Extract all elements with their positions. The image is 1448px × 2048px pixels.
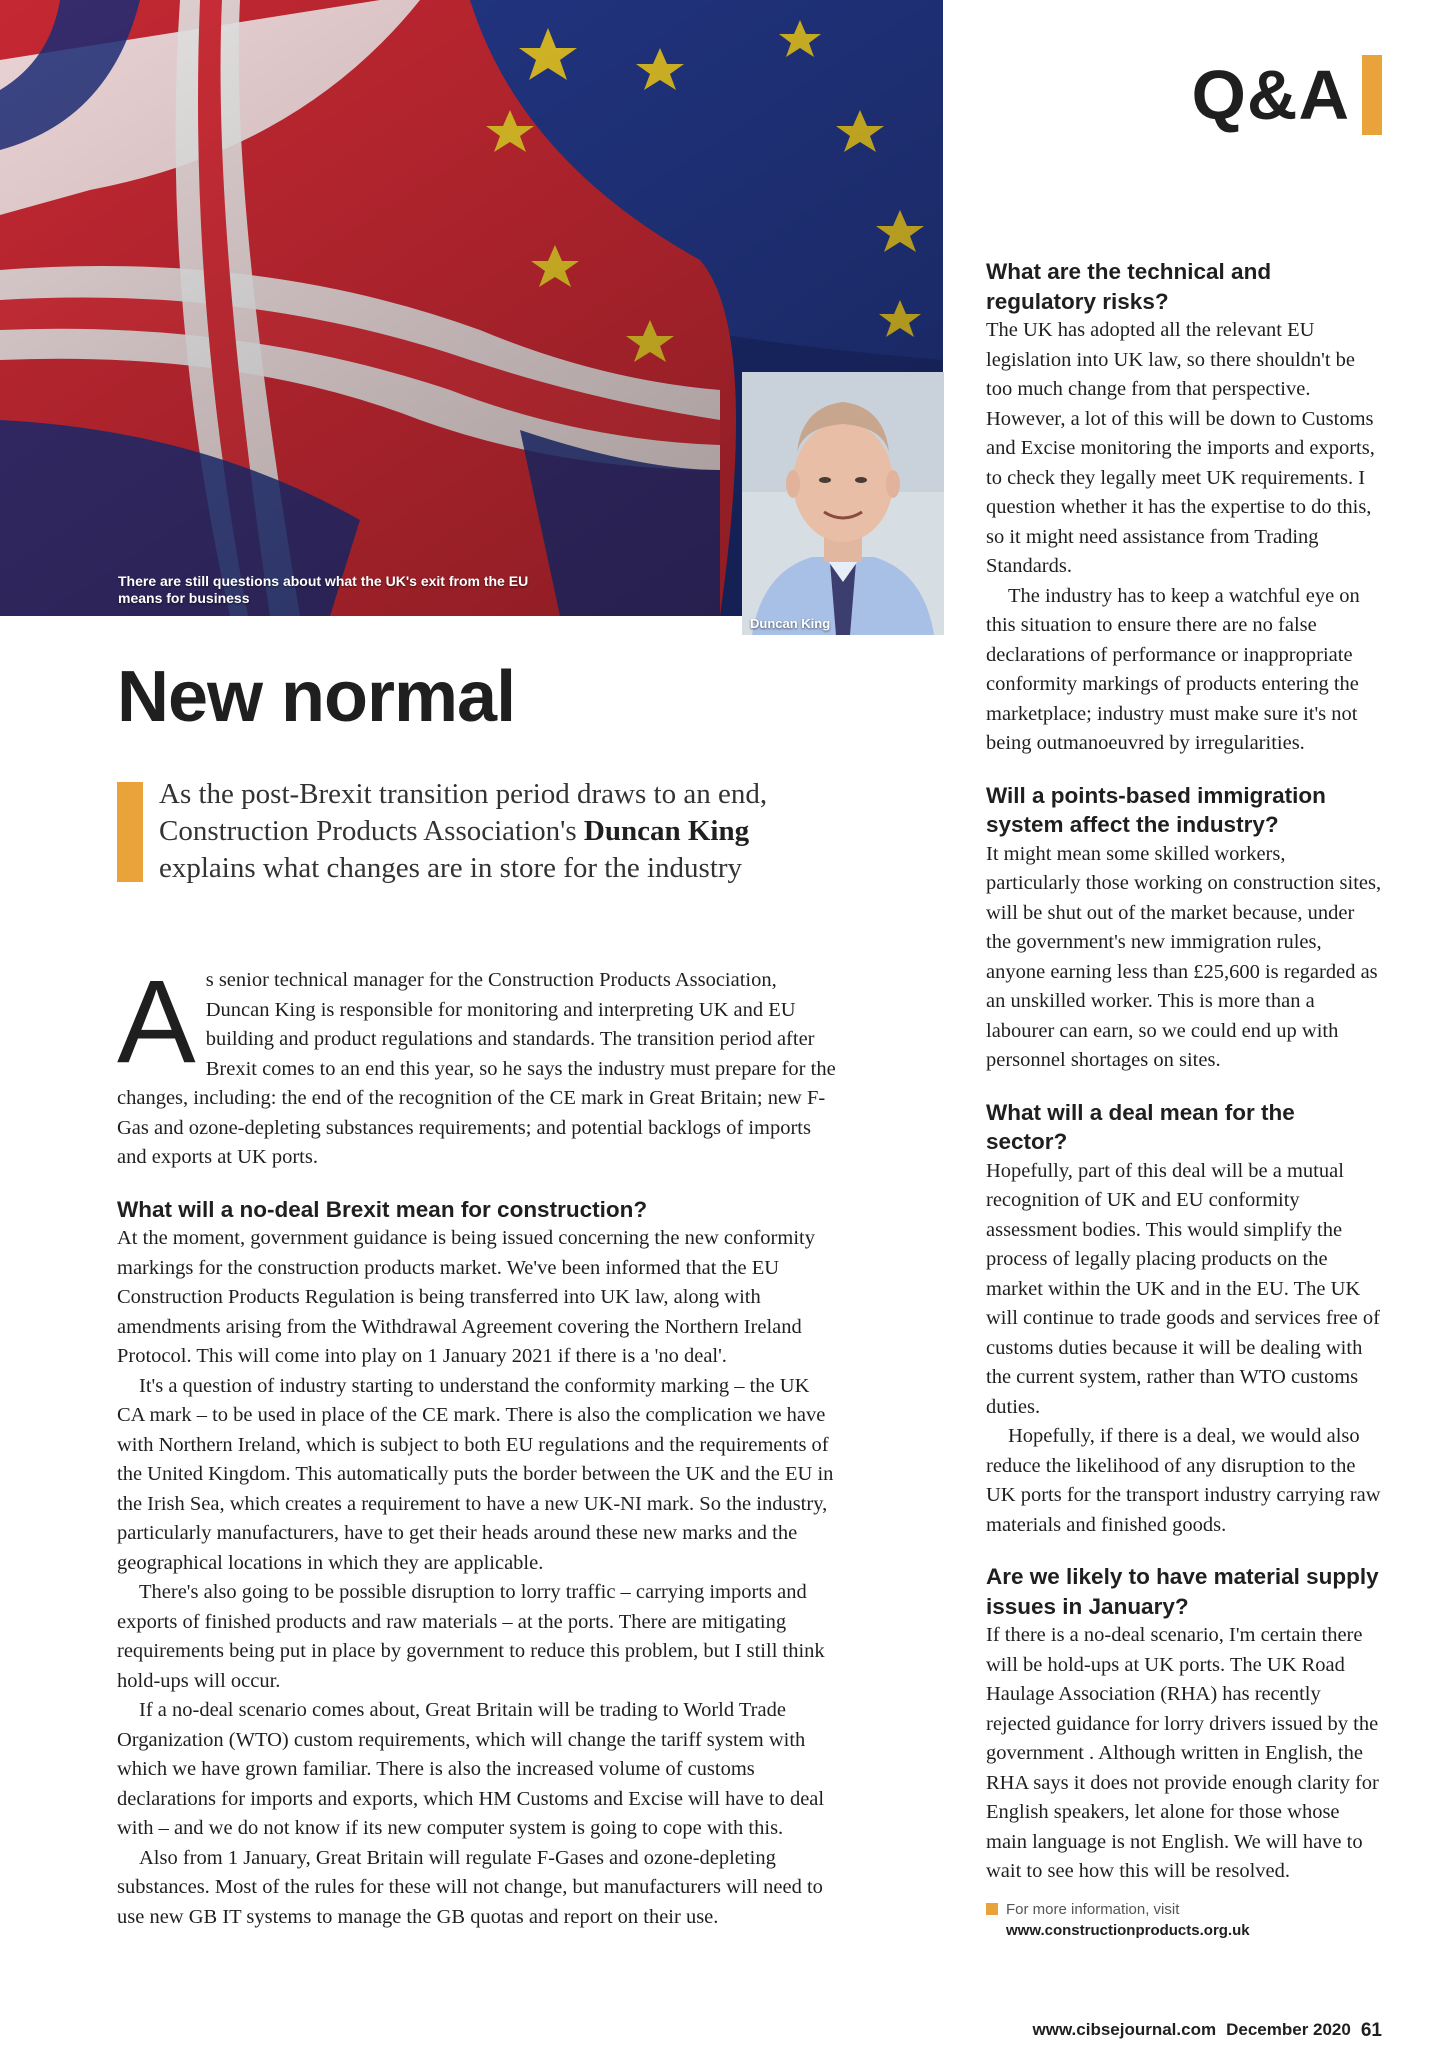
headline: New normal — [117, 657, 516, 737]
more-info-square-icon — [986, 1903, 998, 1915]
side-question: Will a points-based immigration system affect the industry? — [986, 782, 1326, 837]
side-paragraph: It might mean some skilled workers, particularly those working on construction sites, will be shut out of the market because, under the government's new immigration rules, anyone earning less than £25,600 is regarded as an unskilled worker. This is more than a labourer can earn, so we could end up with personnel shortages on sites. — [986, 842, 1382, 1071]
standfirst-text-before: As the post-Brexit transition period draws to an end, Construction Products Association's — [159, 778, 768, 847]
side-paragraph: Hopefully, part of this deal will be a mutual recognition of UK and EU conformity assessment bodies. This would simplify the process of legally placing products on the market within the UK and in the EU. The UK will continue to trade goods and services free of customs duties because it will be dealing with the current system, rather than WTO customs duties. — [986, 1159, 1380, 1418]
hero-caption: There are still questions about what the UK's exit from the EU means for business — [118, 573, 529, 606]
page-number: 61 — [1360, 2020, 1382, 2041]
main-column — [117, 956, 837, 1932]
footer-date: December 2020 — [1226, 2020, 1351, 2039]
section-label-bar — [1362, 55, 1382, 135]
intro-text: s senior technical manager for the Construction Products Association, Duncan King is responsible for monitoring and interpreting UK and EU building and product regulations and standards. The transition period after Brexit comes to an end this year, so he says the industry must prepare for the changes, including: the end of the recognition of the CE mark in Great Britain; new F-Gas and ozone-depleting substances requirements; and potential backlogs of imports and exports at UK ports. — [117, 969, 836, 1168]
side-column — [986, 257, 1382, 1941]
drop-cap: A — [117, 956, 196, 1088]
side-paragraph: If there is a no-deal scenario, I'm certain there will be hold-ups at UK ports. The UK Road Haulage Association (RHA) has recently rejected guidance for lorry drivers issued by the government . Although written in English, the RHA says it does not provide enough clarity for English speakers, let alone for those whose main language is not English. We will have to wait to see how this will be resolved. — [986, 1624, 1379, 1882]
more-info — [986, 1899, 1382, 1941]
main-paragraph: It's a question of industry starting to understand the conformity marking – the UK CA mark – to be used in place of the CE mark. There is also the complication we have with Northern Ireland, which is subject to both EU regulations and the requirements of the United Kingdom. This automatically puts the border between the UK and the EU in the Irish Sea, which creates a requirement to have a new UK-NI mark. So the industry, particularly manufacturers, have to get their heads around these new marks and the geographical locations in which they are applicable. — [117, 1374, 834, 1574]
side-paragraph: The UK has adopted all the relevant EU legislation into UK law, so there shouldn't be too much change from that perspective. However, a lot of this will be down to Customs and Excise monitoring the imports and exports, to check they legally meet UK requirements. I question whether it has the expertise to do this, so it might need assistance from Trading Standards. — [986, 319, 1375, 577]
side-question: Are we likely to have material supply issues in January? — [986, 1564, 1379, 1619]
footer-site[interactable]: www.cibsejournal.com — [1032, 2020, 1217, 2039]
section-label-text: Q&A — [1191, 56, 1350, 134]
side-question: What will a deal mean for the sector? — [986, 1099, 1295, 1154]
side-question: What are the technical and regulatory risks? — [986, 259, 1272, 314]
standfirst — [117, 776, 837, 887]
standfirst-text — [159, 776, 837, 887]
intro-paragraph — [117, 956, 837, 1173]
standfirst-name: Duncan King — [583, 815, 750, 847]
side-paragraph: The industry has to keep a watchful eye on this situation to ensure there are no false declarations of performance or inappropriate conformity markings of products entering the marketplace; industry must make sure it's not being outmanoeuvred by irregularities. — [986, 584, 1360, 754]
section-label — [1191, 55, 1382, 135]
portrait-illustration — [742, 372, 944, 635]
standfirst-accent-bar — [117, 782, 143, 882]
main-paragraph: Also from 1 January, Great Britain will regulate F-Gases and ozone-depleting substances. Most of the rules for these will not change, but manufacturers will need to use new GB IT systems to manage the GB quotas and report on their use. — [117, 1846, 823, 1928]
page-footer — [1033, 2020, 1383, 2042]
more-info-link[interactable]: www.constructionproducts.org.uk — [1006, 1921, 1250, 1939]
main-paragraph: There's also going to be possible disruption to lorry traffic – carrying imports and exports of finished products and raw materials – at the ports. There are mitigating requirements being put in place by government to reduce this problem, but I still think hold-ups will occur. — [117, 1581, 825, 1692]
main-question: What will a no-deal Brexit mean for construction? — [117, 1196, 648, 1222]
standfirst-text-after: explains what changes are in store for the industry — [159, 852, 743, 884]
main-paragraph: If a no-deal scenario comes about, Great Britain will be trading to World Trade Organization (WTO) custom requirements, which will change the tariff system with which we have grown familiar. There is also the increased volume of customs declarations for imports and exports, which HM Customs and Excise will have to deal with – and we do not know if its new computer system is going to cope with this. — [117, 1699, 825, 1839]
portrait-caption: Duncan King — [750, 616, 831, 631]
portrait-photo — [742, 372, 944, 635]
side-paragraph: Hopefully, if there is a deal, we would also reduce the likelihood of any disruption to the UK ports for the transport industry carrying raw materials and finished goods. — [986, 1425, 1381, 1536]
main-paragraph: At the moment, government guidance is being issued concerning the new conformity markings for the construction products market. We've been informed that the EU Construction Products Regulation is being transferred into UK law, along with amendments arising from the Withdrawal Agreement covering the Northern Ireland Protocol. This will come into play on 1 January 2021 if there is a 'no deal'. — [117, 1227, 815, 1367]
more-info-label: For more information, visit — [1006, 1900, 1180, 1918]
